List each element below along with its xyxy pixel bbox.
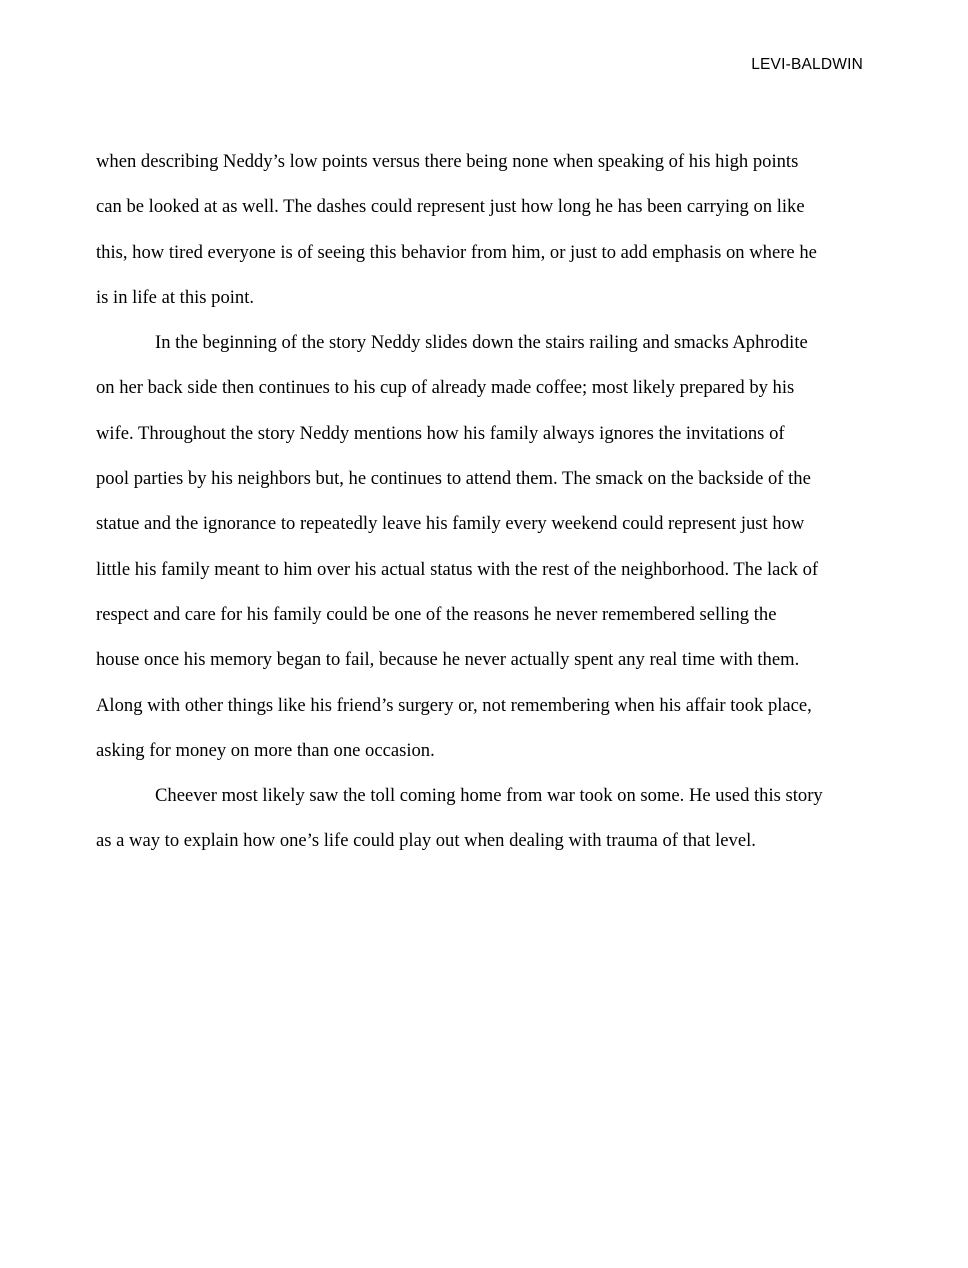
text-line: In the beginning of the story Neddy slides down the stairs railing and smacks Aphrodite (155, 332, 808, 354)
text-line: on her back side then continues to his cup of already made coffee; most likely prepared by his (96, 377, 795, 399)
text-line: as a way to explain how one’s life could play out when dealing with trauma of that level. (96, 830, 756, 852)
text-line: house once his memory began to fail, because he never actually spent any real time with them. (96, 649, 800, 671)
text-line: pool parties by his neighbors but, he continues to attend them. The smack on the backside of the (96, 468, 811, 490)
text-line: Along with other things like his friend’s surgery or, not remembering when his affair took place, (96, 694, 812, 716)
running-head: LEVI-BALDWIN (751, 56, 863, 73)
text-line: wife. Throughout the story Neddy mentions how his family always ignores the invitations of (96, 422, 785, 444)
text-line: can be looked at as well. The dashes could represent just how long he has been carrying on like (96, 196, 805, 218)
body-text (96, 139, 868, 864)
text-line: when describing Neddy’s low points versus there being none when speaking of his high points (96, 151, 799, 172)
text-line: respect and care for his family could be one of the reasons he never remembered selling the (96, 603, 777, 625)
text-line: is in life at this point. (96, 286, 255, 308)
text-line: little his family meant to him over his actual status with the rest of the neighborhood. The lack of (96, 558, 819, 580)
text-line: asking for money on more than one occasion. (96, 739, 435, 761)
text-line: Cheever most likely saw the toll coming home from war took on some. He used this story (155, 785, 823, 807)
text-line: this, how tired everyone is of seeing this behavior from him, or just to add emphasis on where he (96, 241, 817, 263)
text-line: statue and the ignorance to repeatedly leave his family every weekend could represent just how (96, 513, 805, 535)
